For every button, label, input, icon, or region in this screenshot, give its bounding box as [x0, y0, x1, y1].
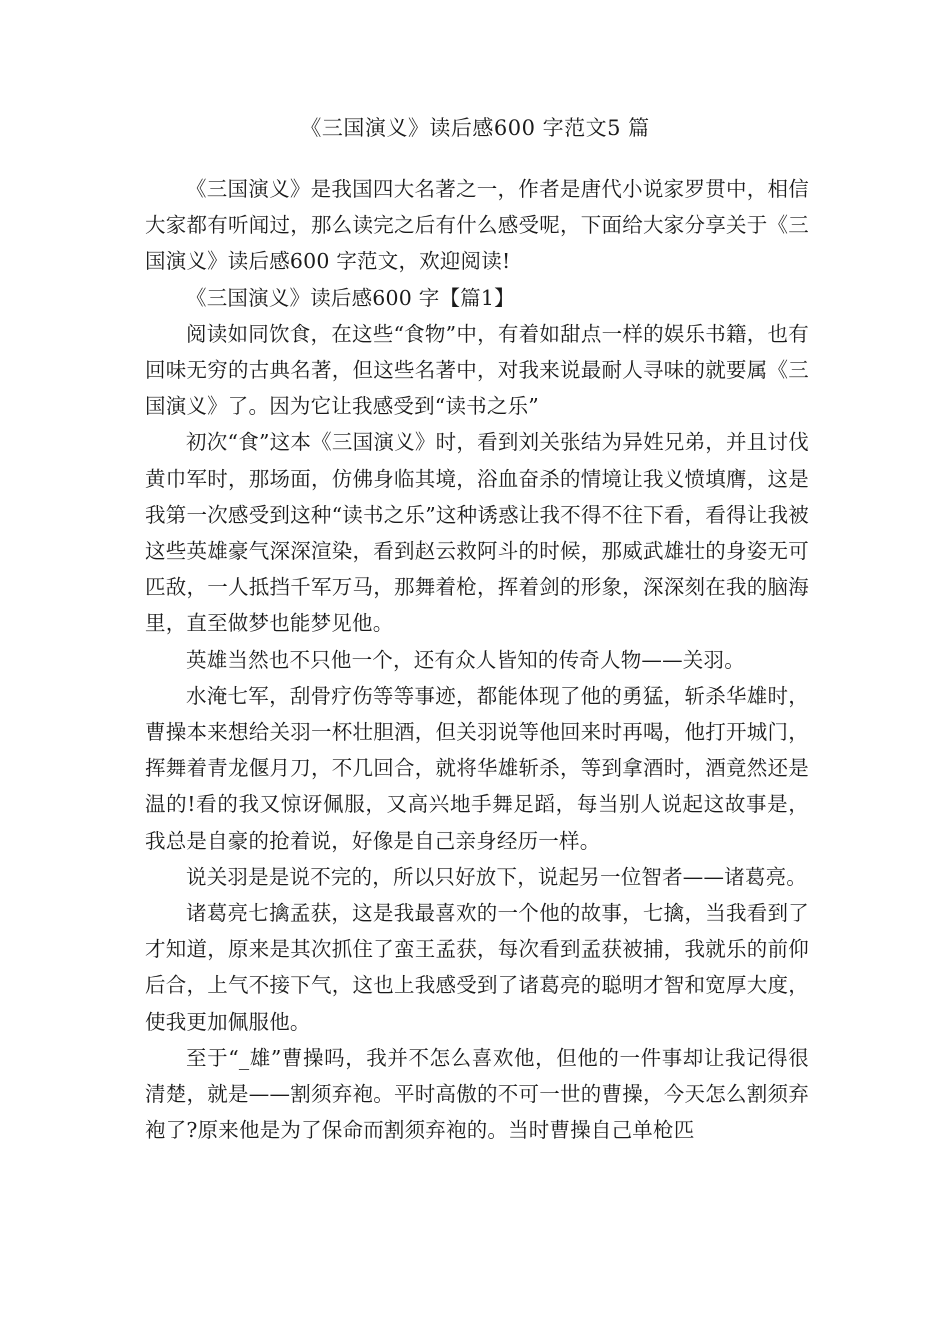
document-title: 《三国演义》读后感600 字范文5 篇 — [300, 116, 650, 140]
paragraph: 初次“食”这本《三国演义》时，看到刘关张结为异姓兄弟，并且讨伐黄巾军时，那场面，仿佛身临其境，浴血奋杀的情境让我义愤填膺，这是我第一次感受到这种“读书之乐”这种诱惑让我不得不往下看，看得让我被这些英雄豪气深深渲染，看到赵云救阿斗的时候，那威武雄壮的身姿无可匹敌，一人抵挡千军万马，那舞着枪，挥着剑的形象，深深刻在我的脑海里，直至做梦也能梦见他。 — [145, 430, 809, 636]
section-heading: 《三国演义》读后感600 字【篇1】 — [186, 285, 515, 310]
paragraph: 水淹七军，刮骨疗伤等等事迹，都能体现了他的勇猛，斩杀华雄时，曹操本来想给关羽一杯壮胆酒，但关羽说等他回来时再喝，他打开城门，挥舞着青龙偃月刀，不几回合，就将华雄斩杀，等到拿酒时，酒竟然还是温的!看的我又惊讶佩服，又高兴地手舞足蹈，每当别人说起这故事是，我总是自豪的抢着说，好像是自己亲身经历一样。 — [145, 683, 809, 853]
paragraph: 阅读如同饮食，在这些“食物”中，有着如甜点一样的娱乐书籍，也有回味无穷的古典名著，但这些名著中，对我来说最耐人寻味的就要属《三国演义》了。因为它让我感受到“读书之乐” — [145, 321, 809, 419]
paragraph: 说关羽是是说不完的，所以只好放下，说起另一位智者——诸葛亮。 — [186, 864, 807, 889]
document-body — [145, 171, 809, 1148]
paragraph-intro: 《三国演义》是我国四大名著之一，作者是唐代小说家罗贯中，相信大家都有听闻过，那么读完之后有什么感受呢，下面给大家分享关于《三国演义》读后感600 字范文，欢迎阅读! — [145, 177, 809, 274]
paragraph: 英雄当然也不只他一个，还有众人皆知的传奇人物——关羽。 — [186, 647, 745, 672]
paragraph: 诸葛亮七擒孟获，这是我最喜欢的一个他的故事，七擒，当我看到了才知道，原来是其次抓住了蛮王孟获，每次看到孟获被捕，我就乐的前仰后合，上气不接下气，这也上我感受到了诸葛亮的聪明才智和宽厚大度，使我更加佩服他。 — [145, 901, 809, 1034]
paragraph: 至于“_雄”曹操吗，我并不怎么喜欢他，但他的一件事却让我记得很清楚，就是——割须弃袍。平时高傲的不可一世的曹操，今天怎么割须弃袍了?原来他是为了保命而割须弃袍的。当时曹操自己单枪匹 — [145, 1045, 809, 1143]
